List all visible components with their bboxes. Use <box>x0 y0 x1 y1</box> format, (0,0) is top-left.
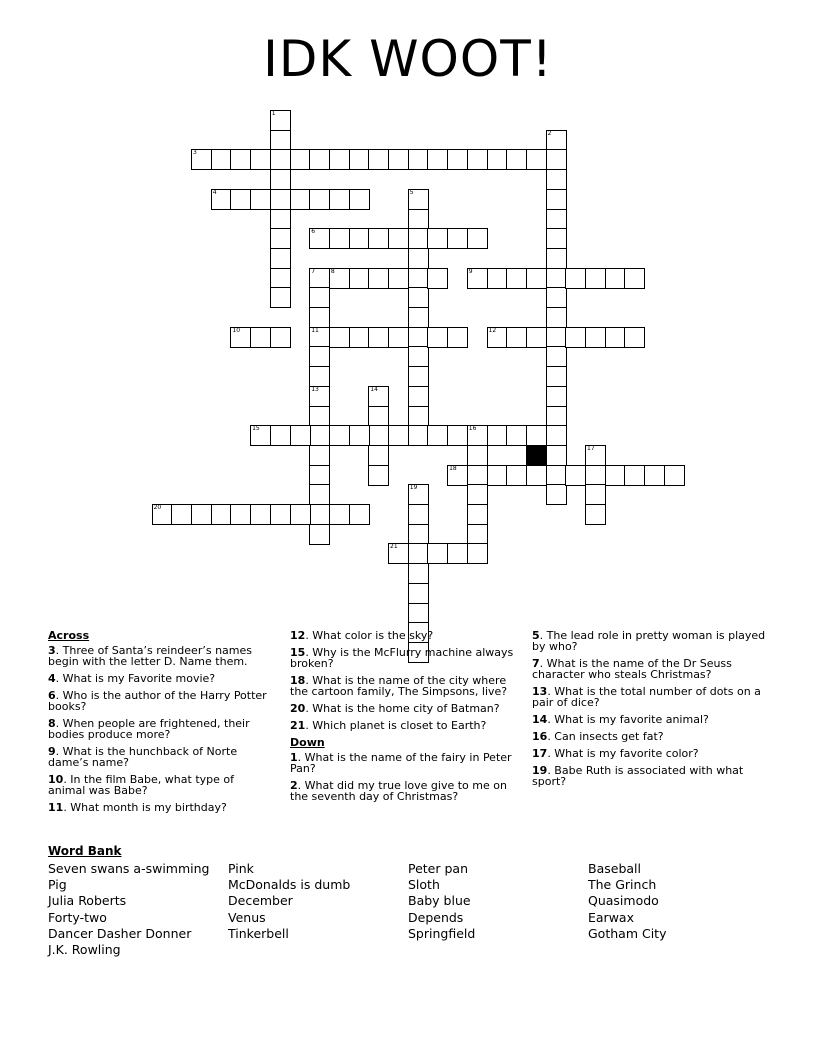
crossword-cell[interactable] <box>329 149 350 170</box>
crossword-cell[interactable] <box>270 209 291 230</box>
crossword-cell[interactable] <box>211 189 232 210</box>
crossword-cell[interactable] <box>309 268 330 289</box>
clue-text: . Can insects get fat? <box>547 730 664 743</box>
down-clue-17 <box>532 748 768 759</box>
down-clue-13 <box>532 686 768 708</box>
crossword-cell[interactable] <box>270 228 291 249</box>
crossword-cell[interactable] <box>487 268 508 289</box>
crossword-cell[interactable] <box>270 504 291 525</box>
crossword-cell[interactable] <box>447 543 468 564</box>
crossword-cell[interactable] <box>546 386 567 407</box>
crossword-cell[interactable] <box>329 268 350 289</box>
crossword-cell[interactable] <box>585 445 606 466</box>
clue-text: . When people are frightened, their bodies produce more? <box>48 717 250 741</box>
crossword-cell[interactable] <box>467 445 488 466</box>
clue-text: . What is the hunchback of Norte dame’s name? <box>48 745 238 769</box>
clue-number: 9 <box>48 745 56 758</box>
down-clue-16 <box>532 731 768 742</box>
word-bank-item: Depends <box>408 909 464 925</box>
cell-number: 1 <box>271 110 276 117</box>
word-bank-column <box>588 861 666 942</box>
clue-number: 4 <box>48 672 56 685</box>
crossword-cell[interactable] <box>624 268 645 289</box>
crossword-cell[interactable] <box>191 504 212 525</box>
crossword-cell[interactable] <box>427 543 448 564</box>
crossword-cell[interactable] <box>546 484 567 505</box>
across-clue-12 <box>290 630 526 641</box>
crossword-cell[interactable] <box>250 149 271 170</box>
crossword-cell[interactable] <box>329 189 350 210</box>
crossword-cell[interactable] <box>408 228 429 249</box>
crossword-cell[interactable] <box>408 406 429 427</box>
crossword-cell[interactable] <box>368 327 389 348</box>
crossword-cell[interactable] <box>585 327 606 348</box>
clue-text: . What did my true love give to me on the seventh day of Christmas? <box>290 779 507 803</box>
crossword-cell[interactable] <box>427 228 448 249</box>
crossword-cell[interactable] <box>467 425 488 446</box>
clue-number: 18 <box>290 674 306 687</box>
crossword-cell[interactable] <box>368 406 389 427</box>
word-bank-item: J.K. Rowling <box>48 942 121 958</box>
down-clue-14 <box>532 714 768 725</box>
word-bank-column <box>408 861 475 942</box>
crossword-cell[interactable] <box>487 425 508 446</box>
word-bank-item: Tinkerbell <box>228 925 289 941</box>
crossword-cell[interactable] <box>546 149 567 170</box>
crossword-cell[interactable] <box>408 209 429 230</box>
crossword-cell[interactable] <box>526 149 547 170</box>
crossword-cell[interactable] <box>605 465 626 486</box>
crossword-cell[interactable] <box>546 327 567 348</box>
cell-number: 5 <box>409 188 414 196</box>
crossword-cell[interactable] <box>546 189 567 210</box>
crossword-cell[interactable] <box>408 583 429 604</box>
crossword-cell[interactable] <box>349 327 370 348</box>
word-bank-item: Pig <box>48 877 67 893</box>
crossword-cell[interactable] <box>546 445 567 466</box>
clue-text: . What color is the sky? <box>305 629 434 642</box>
word-bank-item: Gotham City <box>588 925 667 941</box>
crossword-cell[interactable] <box>427 327 448 348</box>
crossword-cell[interactable] <box>250 327 271 348</box>
clue-text: . Three of Santa’s reindeer’s names begin with the letter D. Name them. <box>48 644 252 668</box>
crossword-cell[interactable] <box>447 149 468 170</box>
word-bank-item: December <box>228 893 293 909</box>
crossword-cell[interactable] <box>368 425 389 446</box>
crossword-cell[interactable] <box>565 465 586 486</box>
cell-number: 12 <box>488 326 497 334</box>
crossword-cell[interactable] <box>349 189 370 210</box>
crossword-cell[interactable] <box>546 169 567 190</box>
word-bank-item: Dancer Dasher Donner <box>48 925 192 941</box>
word-bank-item: The Grinch <box>588 877 657 893</box>
crossword-cell[interactable] <box>585 465 606 486</box>
crossword-cell[interactable] <box>506 149 527 170</box>
cell-number: 11 <box>311 326 319 334</box>
cell-number: 4 <box>212 188 217 196</box>
crossword-cell[interactable] <box>329 327 350 348</box>
cell-number: 17 <box>587 444 595 452</box>
crossword-cell[interactable] <box>270 287 291 308</box>
crossword-cell[interactable] <box>506 465 527 486</box>
across-clue-10 <box>48 774 268 796</box>
crossword-cell[interactable] <box>408 149 429 170</box>
clues-column-3 <box>532 630 768 793</box>
crossword-cell[interactable] <box>408 603 429 624</box>
crossword-cell[interactable] <box>427 149 448 170</box>
across-clue-9 <box>48 746 268 768</box>
crossword-cell[interactable] <box>467 268 488 289</box>
crossword-cell[interactable] <box>427 268 448 289</box>
crossword-cell[interactable] <box>349 425 370 446</box>
clue-text: . What is my Favorite movie? <box>55 672 216 685</box>
across-clue-8 <box>48 718 268 740</box>
down-clue-7 <box>532 658 768 680</box>
crossword-cell[interactable] <box>447 327 468 348</box>
crossword-cell[interactable] <box>408 504 429 525</box>
crossword-cell[interactable] <box>605 327 626 348</box>
cell-number: 16 <box>468 425 477 433</box>
crossword-cell[interactable] <box>605 268 626 289</box>
crossword-cell[interactable] <box>250 189 271 210</box>
clue-number: 11 <box>48 801 64 814</box>
crossword-cell[interactable] <box>546 248 567 269</box>
crossword-cell[interactable] <box>270 248 291 269</box>
crossword-cell[interactable] <box>388 228 409 249</box>
cell-number: 14 <box>370 385 378 393</box>
clues-column-1 <box>48 630 268 819</box>
crossword-cell[interactable] <box>546 307 567 328</box>
crossword-cell[interactable] <box>329 504 350 525</box>
clue-text: . What is my favorite animal? <box>547 713 709 726</box>
crossword-cell[interactable] <box>467 149 488 170</box>
crossword-cell[interactable] <box>546 465 567 486</box>
cell-number: 9 <box>468 267 473 275</box>
crossword-cell[interactable] <box>664 465 685 486</box>
crossword-cell[interactable] <box>270 327 291 348</box>
clue-number: 8 <box>48 717 56 730</box>
crossword-cell[interactable] <box>408 307 429 328</box>
crossword-cell[interactable] <box>270 169 291 190</box>
across-clue-18 <box>290 675 526 697</box>
crossword-cell[interactable] <box>290 149 311 170</box>
crossword-cell[interactable] <box>526 327 547 348</box>
crossword-cell[interactable] <box>329 228 350 249</box>
crossword-cell[interactable] <box>408 189 429 210</box>
crossword-cell[interactable] <box>309 504 330 525</box>
crossword-cell[interactable] <box>585 484 606 505</box>
crossword-cell[interactable] <box>230 504 251 525</box>
crossword-cell[interactable] <box>250 425 271 446</box>
clue-text: . What is the name of the city where the cartoon family, The Simpsons, live? <box>290 674 508 698</box>
cell-number: 10 <box>232 326 241 334</box>
crossword-cell[interactable] <box>388 543 409 564</box>
crossword-cell[interactable] <box>171 504 192 525</box>
across-clue-15 <box>290 647 526 669</box>
crossword-cell[interactable] <box>309 346 330 367</box>
clue-text: . What is the total number of dots on a pair of dice? <box>532 685 761 709</box>
clue-number: 5 <box>532 629 540 642</box>
clue-number: 21 <box>290 719 306 732</box>
crossword-cell[interactable] <box>211 504 232 525</box>
crossword-cell[interactable] <box>408 268 429 289</box>
cell-number: 6 <box>311 228 316 236</box>
clue-text: . What is the home city of Batman? <box>305 702 500 715</box>
across-clue-11 <box>48 802 268 813</box>
clue-text: . What month is my birthday? <box>63 801 227 814</box>
crossword-cell[interactable] <box>230 189 251 210</box>
crossword-cell[interactable] <box>585 504 606 525</box>
crossword-cell[interactable] <box>546 425 567 446</box>
word-bank-item: McDonalds is dumb <box>228 877 351 893</box>
clue-number: 20 <box>290 702 306 715</box>
clue-number: 10 <box>48 773 64 786</box>
crossword-cell[interactable] <box>467 484 488 505</box>
crossword-cell[interactable] <box>152 504 173 525</box>
clue-text: . In the film Babe, what type of animal was Babe? <box>48 773 234 797</box>
clue-number: 1 <box>290 751 298 764</box>
crossword-cell[interactable] <box>309 484 330 505</box>
crossword-cell[interactable] <box>368 228 389 249</box>
clue-number: 7 <box>532 657 540 670</box>
cell-number: 7 <box>311 267 316 275</box>
crossword-cell[interactable] <box>565 268 586 289</box>
down-heading: Down <box>290 736 325 749</box>
clue-number: 16 <box>532 730 548 743</box>
crossword-cell[interactable] <box>309 307 330 328</box>
clue-text: . What is my favorite color? <box>547 747 699 760</box>
crossword-cell[interactable] <box>211 149 232 170</box>
word-bank-item: Seven swans a-swimming <box>48 861 210 876</box>
black-square <box>526 445 547 466</box>
word-bank-item: Venus <box>228 909 266 925</box>
crossword-cell[interactable] <box>546 366 567 387</box>
crossword-cell[interactable] <box>349 228 370 249</box>
crossword-cell[interactable] <box>467 504 488 525</box>
crossword-cell[interactable] <box>526 268 547 289</box>
crossword-cell[interactable] <box>309 287 330 308</box>
crossword-cell[interactable] <box>309 149 330 170</box>
clue-text: . Why is the McFlurry machine always broken? <box>290 646 514 670</box>
word-bank-column <box>48 861 209 958</box>
crossword-cell[interactable] <box>349 149 370 170</box>
crossword-cell[interactable] <box>368 149 389 170</box>
word-bank-item: Earwax <box>588 909 634 925</box>
clue-text: . Who is the author of the Harry Potter books? <box>48 689 267 713</box>
crossword-cell[interactable] <box>309 406 330 427</box>
clue-number: 3 <box>48 644 56 657</box>
crossword-cell[interactable] <box>309 425 330 446</box>
page-title: IDK WOOT! <box>263 30 553 88</box>
crossword-cell[interactable] <box>309 524 330 545</box>
crossword-cell[interactable] <box>546 287 567 308</box>
word-bank-item: Springfield <box>408 925 476 941</box>
cell-number: 18 <box>449 464 457 472</box>
word-bank-item: Forty-two <box>48 909 107 925</box>
cell-number: 2 <box>547 129 552 137</box>
across-heading: Across <box>48 629 90 642</box>
cell-number: 8 <box>330 267 335 275</box>
crossword-cell[interactable] <box>290 425 311 446</box>
clue-text: . What is the name of the Dr Seuss character who steals Christmas? <box>532 657 732 681</box>
crossword-cell[interactable] <box>309 386 330 407</box>
word-bank-item: Sloth <box>408 877 440 893</box>
crossword-cell[interactable] <box>408 563 429 584</box>
across-clues-b <box>290 630 526 731</box>
across-clues-a <box>48 645 268 813</box>
cell-number: 21 <box>390 543 398 551</box>
cell-number: 19 <box>409 484 418 492</box>
crossword-cell[interactable] <box>467 465 488 486</box>
down-clues-a <box>290 752 526 802</box>
crossword-cell[interactable] <box>290 504 311 525</box>
crossword-cell[interactable] <box>447 465 468 486</box>
crossword-cell[interactable] <box>368 268 389 289</box>
crossword-cell[interactable] <box>408 248 429 269</box>
crossword-cell[interactable] <box>388 327 409 348</box>
crossword-cell[interactable] <box>270 110 291 131</box>
crossword-cell[interactable] <box>309 327 330 348</box>
crossword-cell[interactable] <box>309 189 330 210</box>
crossword-cell[interactable] <box>447 425 468 446</box>
crossword-cell[interactable] <box>624 465 645 486</box>
crossword-cell[interactable] <box>408 484 429 505</box>
clue-number: 14 <box>532 713 548 726</box>
crossword-cell[interactable] <box>467 524 488 545</box>
crossword-cell[interactable] <box>487 327 508 348</box>
cell-number: 15 <box>252 425 260 433</box>
word-bank-item: Quasimodo <box>588 893 659 909</box>
crossword-cell[interactable] <box>250 504 271 525</box>
crossword-cell[interactable] <box>565 327 586 348</box>
crossword-cell[interactable] <box>546 346 567 367</box>
crossword-cell[interactable] <box>309 445 330 466</box>
crossword-cell[interactable] <box>230 149 251 170</box>
crossword-cell[interactable] <box>270 149 291 170</box>
crossword-cell[interactable] <box>309 366 330 387</box>
crossword-cell[interactable] <box>349 268 370 289</box>
down-clue-2 <box>290 780 526 802</box>
clue-number: 19 <box>532 764 548 777</box>
crossword-cell[interactable] <box>467 543 488 564</box>
crossword-cell[interactable] <box>624 327 645 348</box>
crossword-cell[interactable] <box>487 465 508 486</box>
crossword-cell[interactable] <box>408 386 429 407</box>
crossword-cell[interactable] <box>585 268 606 289</box>
across-clue-3 <box>48 645 268 667</box>
crossword-cell[interactable] <box>270 425 291 446</box>
crossword-cell[interactable] <box>388 268 409 289</box>
crossword-cell[interactable] <box>309 228 330 249</box>
clue-text: . What is the name of the fairy in Peter Pan? <box>290 751 512 775</box>
crossword-cell[interactable] <box>408 366 429 387</box>
crossword-cell[interactable] <box>408 327 429 348</box>
crossword-cell[interactable] <box>546 209 567 230</box>
crossword-cell[interactable] <box>526 465 547 486</box>
crossword-cell[interactable] <box>408 425 429 446</box>
crossword-cell[interactable] <box>368 465 389 486</box>
clue-text: . The lead role in pretty woman is played by who? <box>532 629 766 653</box>
word-bank-item: Pink <box>228 861 254 876</box>
crossword-cell[interactable] <box>467 228 488 249</box>
crossword-cell[interactable] <box>388 149 409 170</box>
cell-number: 20 <box>153 504 162 511</box>
crossword-cell[interactable] <box>546 130 567 151</box>
crossword-cell[interactable] <box>191 149 212 170</box>
clue-text: . Which planet is closet to Earth? <box>305 719 487 732</box>
crossword-cell[interactable] <box>427 425 448 446</box>
word-bank-item: Baby blue <box>408 893 471 909</box>
clues-column-2 <box>290 630 526 808</box>
crossword-cell[interactable] <box>408 543 429 564</box>
crossword-cell[interactable] <box>270 268 291 289</box>
crossword-cell[interactable] <box>408 287 429 308</box>
crossword-cell[interactable] <box>368 445 389 466</box>
crossword-cell[interactable] <box>270 130 291 151</box>
crossword-cell[interactable] <box>408 346 429 367</box>
crossword-cell[interactable] <box>546 268 567 289</box>
crossword-cell[interactable] <box>270 189 291 210</box>
cell-number: 13 <box>311 385 319 393</box>
crossword-cell[interactable] <box>506 268 527 289</box>
word-bank-title: Word Bank <box>48 844 122 858</box>
crossword-cell[interactable] <box>526 425 547 446</box>
crossword-cell[interactable] <box>408 524 429 545</box>
cell-number: 3 <box>193 149 197 157</box>
clue-number: 17 <box>532 747 548 760</box>
crossword-cell[interactable] <box>290 189 311 210</box>
clue-number: 2 <box>290 779 298 792</box>
across-clue-20 <box>290 703 526 714</box>
across-clue-21 <box>290 720 526 731</box>
crossword-cell[interactable] <box>546 228 567 249</box>
word-bank-item: Baseball <box>588 861 641 876</box>
crossword-cell[interactable] <box>447 228 468 249</box>
clue-number: 6 <box>48 689 56 702</box>
crossword-cell[interactable] <box>349 504 370 525</box>
crossword-cell[interactable] <box>368 386 389 407</box>
word-bank-item: Julia Roberts <box>48 893 127 909</box>
crossword-cell[interactable] <box>388 425 409 446</box>
crossword-cell[interactable] <box>487 149 508 170</box>
clue-number: 12 <box>290 629 306 642</box>
down-clue-19 <box>532 765 768 787</box>
crossword-cell[interactable] <box>546 406 567 427</box>
crossword-cell[interactable] <box>309 465 330 486</box>
word-bank-column <box>228 861 350 942</box>
clue-text: . Babe Ruth is associated with what sport? <box>532 764 744 788</box>
down-clue-1 <box>290 752 526 774</box>
crossword-cell[interactable] <box>329 425 350 446</box>
clue-number: 15 <box>290 646 306 659</box>
down-clue-5 <box>532 630 768 652</box>
crossword-cell[interactable] <box>506 327 527 348</box>
clue-number: 13 <box>532 685 548 698</box>
across-clue-6 <box>48 690 268 712</box>
crossword-cell[interactable] <box>644 465 665 486</box>
crossword-cell[interactable] <box>506 425 527 446</box>
across-clue-4 <box>48 673 268 684</box>
down-clues-b <box>532 630 768 787</box>
crossword-cell[interactable] <box>230 327 251 348</box>
word-bank-item: Peter pan <box>408 861 469 876</box>
